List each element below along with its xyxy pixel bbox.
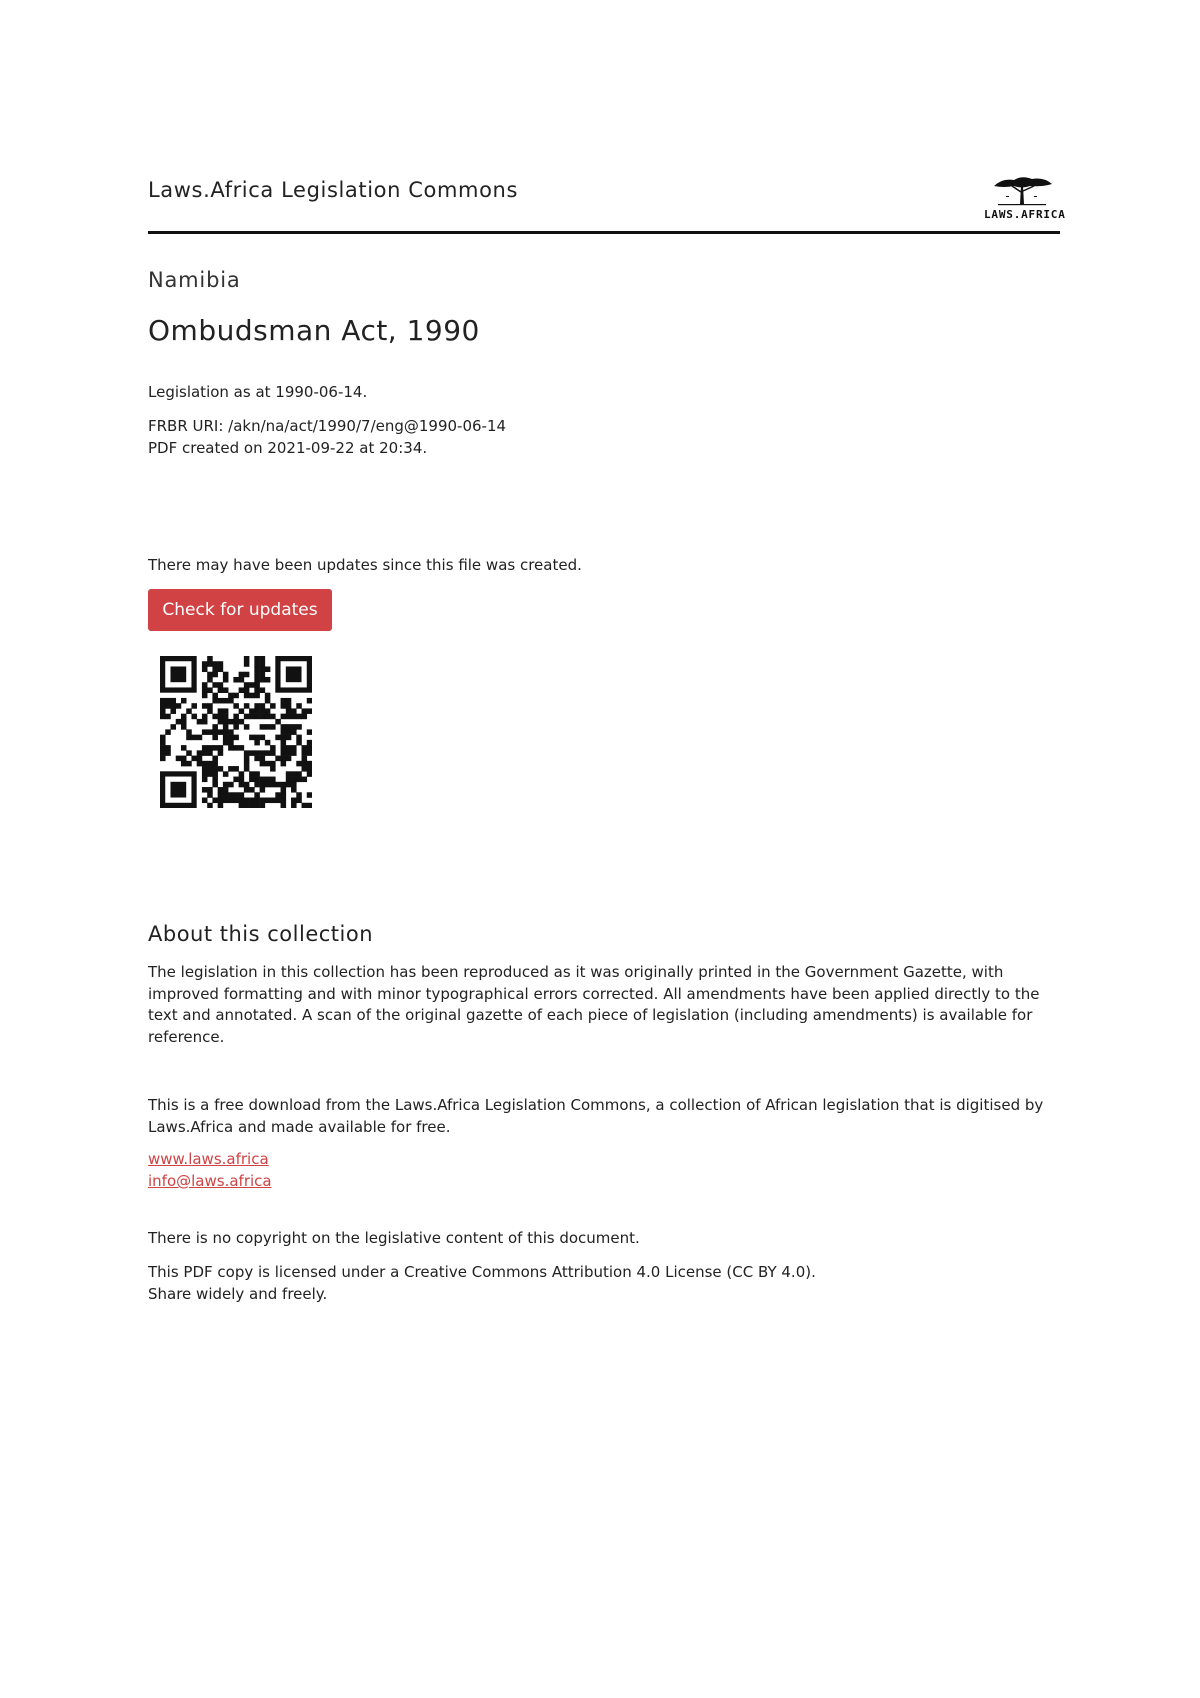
email-link[interactable]: info@laws.africa xyxy=(148,1172,272,1190)
page-header xyxy=(148,160,1066,234)
about-paragraph: The legislation in this collection has been reproduced as it was originally printed in the Government Gazette, with improved formatting and with minor typographical errors corrected. All amendments have been applied directly to the text and annotated. A scan of the original gazette of each piece of legislation (including amendments) is available for reference. xyxy=(148,963,1040,1046)
qr-code-icon[interactable] xyxy=(160,656,312,808)
pdf-created-date: PDF created on 2021-09-22 at 20:34. xyxy=(148,439,428,457)
document-title: Ombudsman Act, 1990 xyxy=(148,314,480,347)
check-for-updates-button[interactable]: Check for updates xyxy=(148,589,332,631)
license-line: This PDF copy is licensed under a Creative Commons Attribution 4.0 License (CC BY 4.0). xyxy=(148,1263,816,1281)
copyright-note: There is no copyright on the legislative content of this document. xyxy=(148,1229,640,1247)
share-line: Share widely and freely. xyxy=(148,1285,328,1303)
legislation-date: Legislation as at 1990-06-14. xyxy=(148,383,368,401)
tree-icon xyxy=(984,174,1060,208)
laws-africa-logo xyxy=(984,174,1066,222)
frbr-uri: FRBR URI: /akn/na/act/1990/7/eng@1990-06-14 xyxy=(148,417,507,435)
website-link[interactable]: www.laws.africa xyxy=(148,1150,269,1168)
about-heading: About this collection xyxy=(148,922,374,946)
updates-note: There may have been updates since this file was created. xyxy=(148,556,582,574)
header-title: Laws.Africa Legislation Commons xyxy=(148,178,519,202)
logo-text: LAWS.AFRICA xyxy=(984,208,1066,221)
free-download-paragraph: This is a free download from the Laws.Africa Legislation Commons, a collection of African legislation that is digitised by Laws.Africa and made available for free. xyxy=(148,1096,1044,1136)
jurisdiction: Namibia xyxy=(148,268,241,292)
